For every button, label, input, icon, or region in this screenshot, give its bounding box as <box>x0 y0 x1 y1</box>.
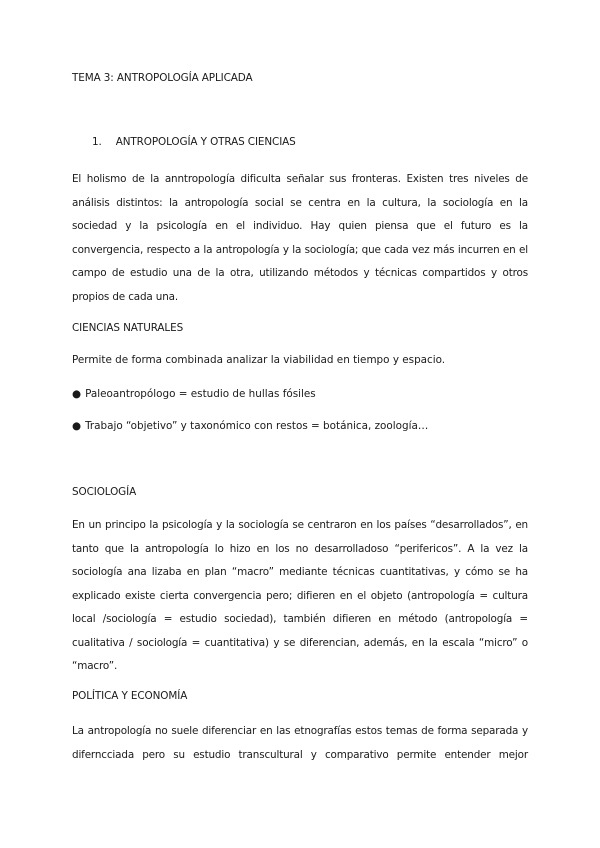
sociologia-paragraph: En un principo la psicología y la sociología se centraron en los países “desarrollados”, en tanto que la antropología lo hizo en los no desarrolladoso “perifericos”. A la vez la sociología ana lizaba en plan “macro” mediante técnicas cuantitativas, y cómo se ha explicado existe cierta convergencia pero; difieren en el objeto (antropología = cultura local /sociología = estudio sociedad), también difieren en método (antropología = cualitativa / sociología = cuantitativa) y se diferencian, además, en la escala “micro” o “macro”. <box>72 519 528 672</box>
ciencias-naturales-intro: Permite de forma combinada analizar la viabilidad en tiempo y espacio. <box>72 354 446 366</box>
section-1-paragraph: El holismo de la anntropología dificulta señalar sus fronteras. Existen tres niveles de análisis distintos: la antropología social se centra en la cultura, la sociología en la sociedad y la psicología en el individuo. Hay quien piensa que el futuro es la convergencia, respecto a la antropología y la sociología; que cada vez más incurren en el campo de estudio una de la otra, utilizando métodos y técnicas compartidos y otros propios de cada una. <box>72 173 528 303</box>
section-1-heading <box>92 136 296 148</box>
bullet-icon: ● <box>72 388 82 400</box>
bullet-text: Paleoantropólogo = estudio de hullas fósiles <box>85 388 316 400</box>
section-1-number: 1. <box>92 136 102 148</box>
bullet-icon: ● <box>72 420 82 432</box>
bullet-item <box>72 420 428 432</box>
bullet-item <box>72 388 316 400</box>
document-title: TEMA 3: ANTROPOLOGÍA APLICADA <box>72 72 253 84</box>
ciencias-naturales-heading: CIENCIAS NATURALES <box>72 322 184 334</box>
sociologia-heading: SOCIOLOGÍA <box>72 486 137 498</box>
section-1-title: ANTROPOLOGÍA Y OTRAS CIENCIAS <box>115 136 296 148</box>
politica-heading: POLÍTICA Y ECONOMÍA <box>72 690 188 702</box>
bullet-text: Trabajo “objetivo” y taxonómico con restos = botánica, zoología… <box>85 420 429 432</box>
politica-paragraph: La antropología no suele diferenciar en las etnografías estos temas de forma separada y diferncciada pero su estudio transcultural y comparativo permite entender mejor <box>72 725 528 761</box>
